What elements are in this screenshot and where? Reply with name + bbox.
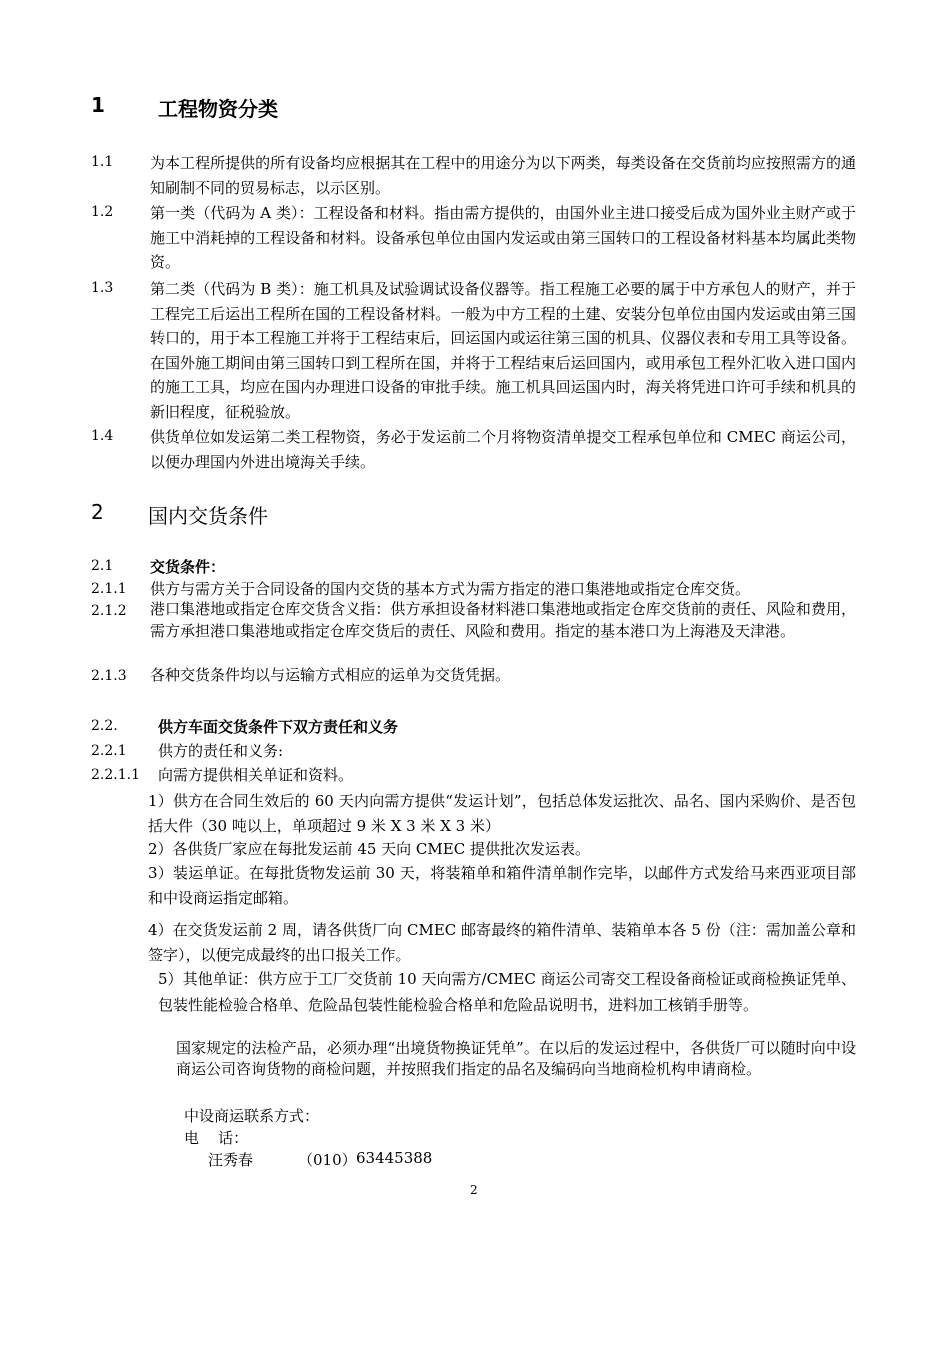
item-number: 2.2.1 [91,743,127,759]
contact-name: 汪秀春 [208,1151,254,1169]
item-number: 2.2.1.1 [91,767,140,783]
item-number: 2.1.2 [91,603,127,619]
note-paragraph: 国家规定的法检产品，必须办理“出境货物换证凭单”。在以后的发运过程中，各供货厂可以随时向中设商运公司咨询货物的商检问题，并按照我们指定的品名及编码向当地商检机构申请商检。 [176,1039,856,1078]
item-text: 为本工程所提供的所有设备均应根据其在工程中的用途分为以下两类，每类设备在交货前均应按照需方的通知刷制不同的贸易标志，以示区别。 [150,154,856,197]
item-number: 1.3 [91,280,114,296]
list-item: 1）供方在合同生效后的 60 天内向需方提供“发运计划”，包括总体发运批次、品名、国内采购价、是否包括大件（30 吨以上，单项超过 9 米 X 3 米 X 3 米） [148,792,856,835]
section-1-number: 1 [91,93,105,117]
list-item: 3）装运单证。在每批货物发运前 30 天，将装箱单和箱件清单制作完毕，以邮件方式发给马来西亚项目部和中设商运指定邮箱。 [148,864,856,907]
item-number: 1.1 [91,154,114,170]
list-item: 4）在交货发运前 2 周，请各供货厂向 CMEC 邮寄最终的箱件清单、装箱单本各 5 份（注：需加盖公章和签字），以便完成最终的出口报关工作。 [148,921,856,964]
phone-label: 电 话： [184,1129,249,1147]
item-text: 供方的责任和义务: [158,742,284,760]
subsection-title: 交货条件： [150,558,226,576]
item-number: 1.2 [91,204,114,220]
item-text: 向需方提供相关单证和资料。 [158,766,354,784]
section-1-title: 工程物资分类 [158,97,278,121]
item-text: 第一类（代码为 A 类）：工程设备和材料。指由需方提供的，由国外业主进口接受后成为国外业主财产或于施工中消耗掉的工程设备和材料。设备承包单位由国内发运或由第三国转口的工程设备材料基本均属此类物资。 [150,204,856,271]
item-text: 供货单位如发运第二类工程物资，务必于发运前二个月将物资清单提交工程承包单位和 CMEC 商运公司，以便办理国内外进出境海关手续。 [150,428,856,471]
section-2-number: 2 [91,500,104,524]
subsection-number: 2.1 [91,558,114,574]
list-item: 5）其他单证：供方应于工厂交货前 10 天向需方/CMEC 商运公司寄交工程设备商检证或商检换证凭单、包装性能检验合格单、危险品包装性能检验合格单和危险品说明书，进料加工核销手册等。 [158,970,856,1014]
phone-area-code: （010） [298,1151,357,1169]
list-item: 2）各供货厂家应在每批发运前 45 天向 CMEC 提供批次发运表。 [148,840,590,858]
subsection-number: 2.2. [91,718,118,734]
contact-heading: 中设商运联系方式： [184,1107,320,1125]
item-number: 2.1.1 [91,581,127,597]
item-text: 港口集港地或指定仓库交货含义指：供方承担设备材料港口集港地或指定仓库交货前的责任、风险和费用，需方承担港口集港地或指定仓库交货后的责任、风险和费用。指定的基本港口为上海港及天津港。 [150,600,856,640]
item-number: 1.4 [91,428,114,444]
item-number: 2.1.3 [91,668,127,684]
item-text: 供方与需方关于合同设备的国内交货的基本方式为需方指定的港口集港地或指定仓库交货。 [150,580,751,598]
page-number: 2 [470,1183,478,1197]
subsection-title: 供方车面交货条件下双方责任和义务 [158,718,399,736]
item-text: 各种交货条件均以与运输方式相应的运单为交货凭据。 [150,666,511,684]
phone-number: 63445388 [356,1149,433,1167]
section-2-title: 国内交货条件 [148,504,268,528]
item-text: 第二类（代码为 B 类）：施工机具及试验调试设备仪器等。指工程施工必要的属于中方承包人的财产，并于工程完工后运出工程所在国的工程设备材料。一般为中方工程的土建、安装分包单位由国内发运或由第三国转口的，用于本工程施工并将于工程结束后，回运国内或运往第三国的机具、仪器仪表和专用工具等设备。在国外施工期间由第三国转口到工程所在国，并将于工程结束后运回国内，或用承包工程外汇收入进口国内的施工工具，均应在国内办理进口设备的审批手续。施工机具回运国内时，海关将凭进口许可手续和机具的新旧程度，征税验放。 [150,280,856,421]
